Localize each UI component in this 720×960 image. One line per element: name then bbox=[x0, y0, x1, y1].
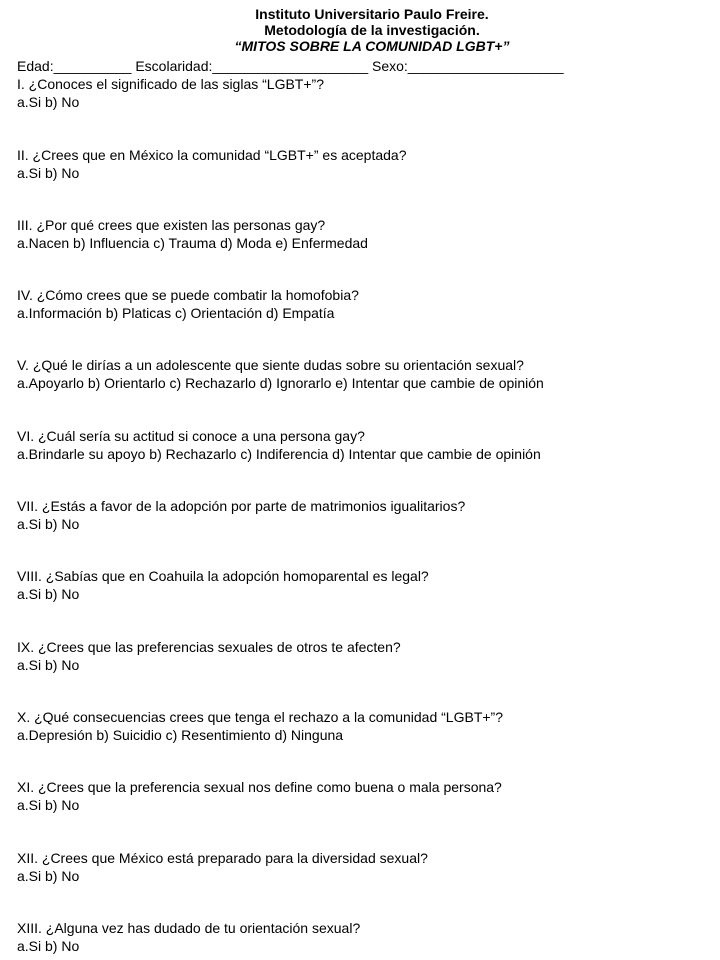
answer-options: a.Si b) No bbox=[17, 938, 80, 954]
answer-options: a.Si b) No bbox=[17, 657, 80, 673]
question-block bbox=[17, 216, 368, 252]
answer-options: a.Nacen b) Influencia c) Trauma d) Moda e) Enfermedad bbox=[17, 235, 368, 251]
answer-options: a.Si b) No bbox=[17, 516, 80, 532]
question-text: XI. ¿Crees que la preferencia sexual nos define como buena o mala persona? bbox=[17, 779, 502, 795]
question-text: II. ¿Crees que en México la comunidad “LGBT+” es aceptada? bbox=[17, 147, 407, 163]
document-header bbox=[0, 6, 720, 54]
question-text: VII. ¿Estás a favor de la adopción por parte de matrimonios igualitarios? bbox=[17, 498, 466, 514]
question-text: III. ¿Por qué crees que existen las personas gay? bbox=[17, 217, 326, 233]
question-text: IX. ¿Crees que las preferencias sexuales de otros te afecten? bbox=[17, 639, 401, 655]
question-text: VI. ¿Cuál sería su actitud si conoce a una persona gay? bbox=[17, 428, 365, 444]
institution-name: Instituto Universitario Paulo Freire. bbox=[255, 6, 489, 22]
question-text: XIII. ¿Alguna vez has dudado de tu orientación sexual? bbox=[17, 920, 361, 936]
question-text: XII. ¿Crees que México está preparado para la diversidad sexual? bbox=[17, 850, 428, 866]
question-block bbox=[17, 497, 465, 533]
answer-options: a.Si b) No bbox=[17, 94, 80, 110]
question-block bbox=[17, 638, 401, 674]
question-text: V. ¿Qué le dirías a un adolescente que siente dudas sobre su orientación sexual? bbox=[17, 357, 524, 373]
question-block bbox=[17, 708, 503, 744]
question-block bbox=[17, 146, 406, 182]
answer-options: a.Si b) No bbox=[17, 586, 80, 602]
question-block bbox=[17, 427, 541, 463]
answer-options: a.Información b) Platicas c) Orientación d) Empatía bbox=[17, 305, 335, 321]
question-text: I. ¿Conoces el significado de las siglas “LGBT+”? bbox=[17, 76, 324, 92]
answer-options: a.Si b) No bbox=[17, 868, 80, 884]
question-block bbox=[17, 919, 360, 955]
question-block bbox=[17, 356, 544, 392]
question-block bbox=[17, 778, 502, 814]
question-block bbox=[17, 849, 428, 885]
respondent-fields: Edad:__________ Escolaridad:____________________ Sexo:____________________ bbox=[17, 58, 564, 74]
question-block bbox=[17, 286, 359, 322]
question-block bbox=[17, 567, 429, 603]
question-text: X. ¿Qué consecuencias crees que tenga el rechazo a la comunidad “LGBT+”? bbox=[17, 709, 503, 725]
question-text: VIII. ¿Sabías que en Coahuila la adopción homoparental es legal? bbox=[17, 568, 429, 584]
survey-title: “MITOS SOBRE LA COMUNIDAD LGBT+” bbox=[234, 38, 510, 54]
question-block bbox=[17, 75, 324, 111]
answer-options: a.Si b) No bbox=[17, 165, 80, 181]
answer-options: a.Apoyarlo b) Orientarlo c) Rechazarlo d) Ignorarlo e) Intentar que cambie de opinión bbox=[17, 375, 544, 391]
answer-options: a.Brindarle su apoyo b) Rechazarlo c) Indiferencia d) Intentar que cambie de opinión bbox=[17, 446, 541, 462]
answer-options: a.Si b) No bbox=[17, 797, 80, 813]
question-text: IV. ¿Cómo crees que se puede combatir la homofobia? bbox=[17, 287, 359, 303]
subject-name: Metodología de la investigación. bbox=[264, 22, 480, 38]
answer-options: a.Depresión b) Suicidio c) Resentimiento d) Ninguna bbox=[17, 727, 344, 743]
